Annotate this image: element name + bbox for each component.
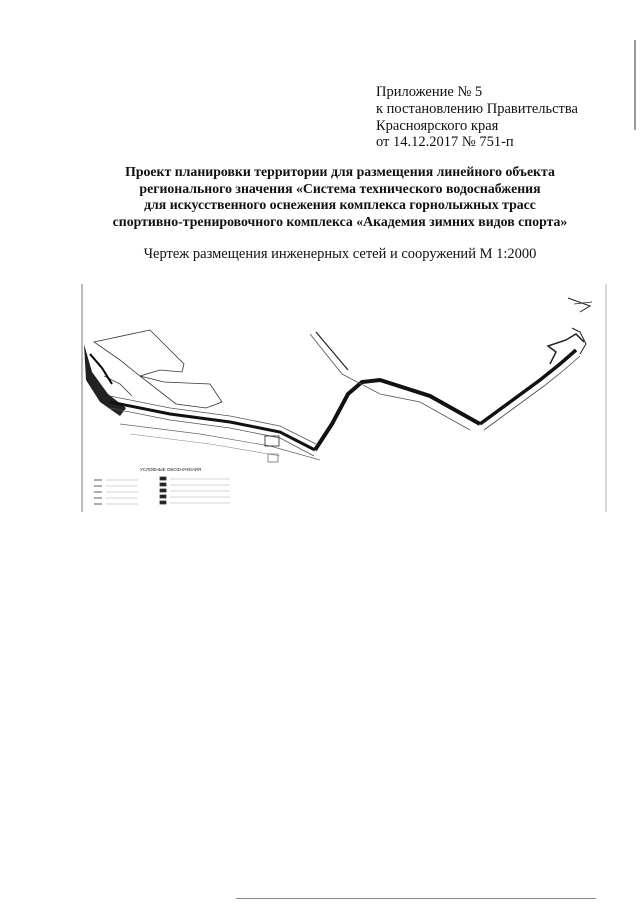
- site-plan-drawing: [80, 284, 610, 512]
- scan-edge-mark: [634, 40, 636, 130]
- north-arrow-icon: [568, 298, 590, 312]
- legend-swatch: [160, 501, 166, 504]
- appendix-line: от 14.12.2017 № 751-п: [376, 134, 514, 151]
- pipeline-corridor-edge: [110, 408, 314, 456]
- legend: [94, 477, 230, 504]
- land-parcel-boundary: [140, 376, 222, 408]
- appendix-line: Красноярского края: [376, 117, 499, 134]
- legend-swatch: [160, 489, 166, 492]
- pipeline-corridor-inner: [320, 385, 478, 454]
- bottom-edge-line: [236, 898, 596, 899]
- title-line: спортивно-тренировочного комплекса «Академия зимних видов спорта»: [112, 213, 568, 229]
- title-line: Проект планировки территории для размещения линейного объекта: [125, 164, 555, 179]
- document-title: [60, 164, 620, 230]
- legend-title: УСЛОВНЫЕ ОБОЗНАЧЕНИЯ: [140, 467, 202, 472]
- appendix-line: Приложение № 5: [376, 84, 483, 100]
- road-line: [130, 434, 280, 456]
- pipeline-corridor: [480, 350, 576, 424]
- appendix-block: [376, 84, 578, 151]
- land-parcel-boundary: [94, 330, 184, 376]
- title-line: регионального значения «Система технического водоснабжения: [139, 180, 541, 196]
- road-line: [316, 332, 348, 370]
- appendix-line: к постановлению Правительства: [376, 100, 578, 117]
- legend-swatch: [160, 477, 166, 480]
- road-line: [120, 424, 320, 460]
- pipeline-corridor-edge: [484, 356, 580, 430]
- legend-swatch: [160, 495, 166, 498]
- drawing-caption: Чертеж размещения инженерных сетей и сооружений М 1:2000: [143, 246, 537, 262]
- title-line: для искусственного оснежения комплекса горнолыжных трасс: [144, 197, 536, 213]
- legend-swatch: [160, 483, 166, 486]
